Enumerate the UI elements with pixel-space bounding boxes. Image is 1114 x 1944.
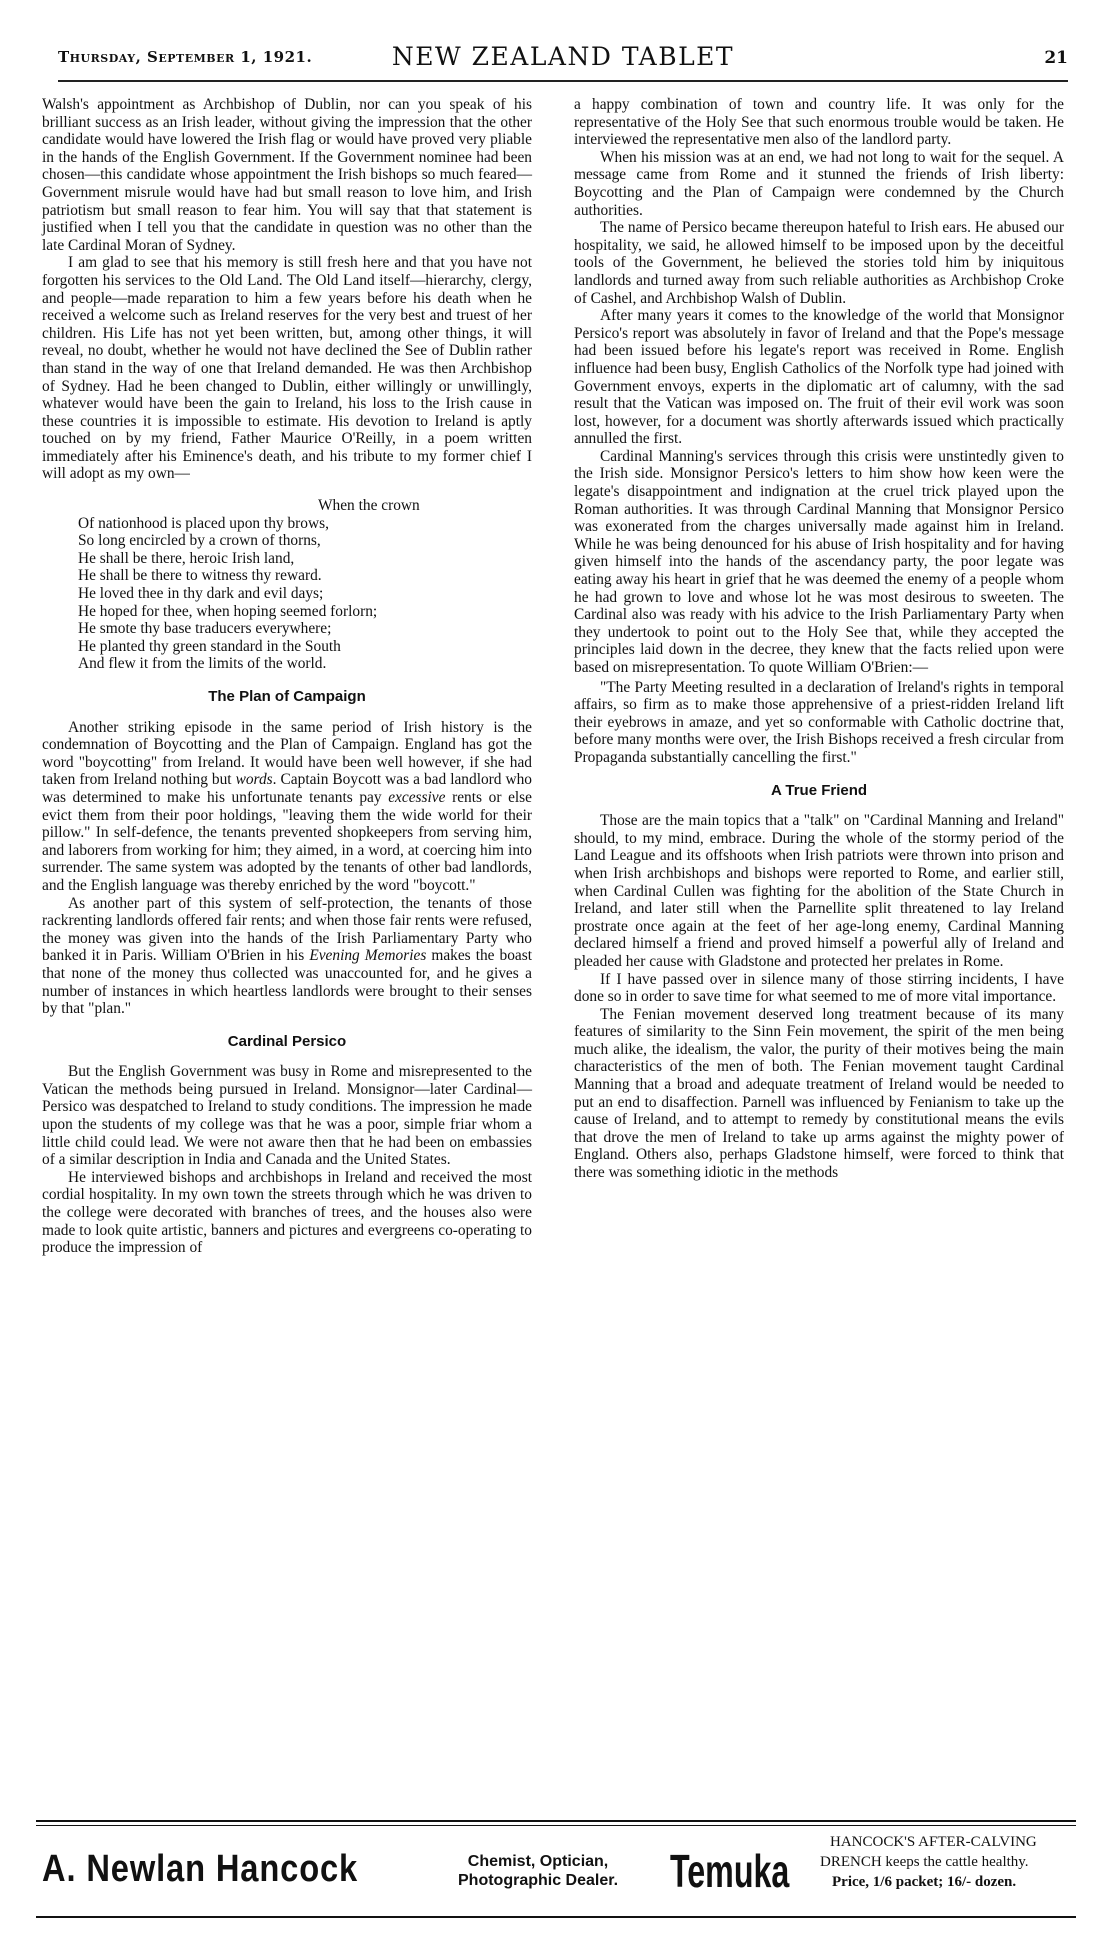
- poem-line: He planted thy green standard in the South: [78, 637, 341, 655]
- paragraph: But the English Government was busy in Rome and misrepresented to the Vatican the methods being pursued in Ireland. Monsignor—later Cardinal—Persico was despatched to Ireland to study conditions. The impression he made upon the students of my college was that he was a poor, simple friar whom a little child could lead. We were not aware then that he had been on embassies of a similar description in India and Canada and the United States.: [42, 1063, 532, 1169]
- poem-line: He shall be there to witness thy reward.: [78, 567, 322, 585]
- paragraph: Those are the main topics that a "talk" on "Cardinal Manning and Ireland" should, to my mind, embrace. During the whole of the stormy period of the Land League and its offshoots when Irish patriots were thrown into prison and when Irish archbishops and bishops were reported to Rome, and earlier still, when Cardinal Cullen was fighting for the abolition of the State Church in Ireland, and later still when the Parnellite split threatened to lay Ireland prostrate once again at the feet of her age-long enemy, Cardinal Manning declared himself a friend and proved himself a powerful ally of Ireland and pleaded her cause with Gladstone and protected her prelates in Rome.: [574, 812, 1064, 970]
- poem-line: And flew it from the limits of the world.: [78, 655, 327, 673]
- header-rule: [58, 80, 1068, 82]
- section-heading: Cardinal Persico: [227, 1032, 347, 1050]
- poem-line: So long encircled by a crown of thorns,: [78, 532, 321, 550]
- page-header: [58, 30, 1068, 82]
- paragraph: a happy combination of town and country life. It was only for the representative of the Holy See that such enormous trouble would be taken. He interviewed the representative men also of the landlord party.: [574, 96, 1064, 149]
- text-run: As another part of this system of self-protection, the tenants of those rackrenting landlords offered fair rents; and when those fair rents were refused, the money was given into the hands of the Irish Parliamentary Party who banked it in Paris. William O'Brien in his: [42, 894, 532, 965]
- paragraph: He interviewed bishops and archbishops in Ireland and received the most cordial hospitality. In my own town the streets through which he was driven to the college were decorated with branches of trees, and the houses also were made to look quite artistic, banners and pictures and evergreens co-operating to produce the impression of: [42, 1168, 532, 1257]
- drench-notice: [820, 1832, 1037, 1892]
- ad-rule: [36, 1916, 1076, 1918]
- paragraph: If I have passed over in silence many of those stirring incidents, I have done so in order to save time for what seemed to me of more vital importance.: [574, 970, 1064, 1006]
- masthead-title: NEW ZEALAND TABLET: [391, 42, 735, 71]
- paragraph: After many years it comes to the knowledge of the world that Monsignor Persico's report was absolutely in favor of Ireland and that the Pope's message had been issued before his legate's report was received in Rome. English influence had been busy, English Catholics of the Norfolk type had joined with Government envoys, experts in the diplomatic art of calumny, with the sad result that the Vatican was imposed on. The fruit of their evil work was soon lost, however, for a document was shortly afterwards issued which practically annulled the first.: [574, 307, 1064, 448]
- advertiser-town: Temuka: [670, 1845, 790, 1897]
- poem-line: He smote thy base traducers everywhere;: [78, 620, 332, 638]
- drench-line: HANCOCK'S AFTER-CALVING: [830, 1834, 1037, 1850]
- paragraph: [42, 719, 532, 895]
- paragraph: [42, 895, 532, 1018]
- page-number: 21: [1044, 48, 1068, 68]
- section-heading: A True Friend: [770, 781, 868, 799]
- text-run: . Captain Boycott was a bad landlord who was determined to make his unfortunate tenants pay: [42, 771, 532, 806]
- poem-line: He loved thee in thy dark and evil days;: [78, 585, 324, 603]
- paragraph: I am glad to see that his memory is still fresh here and that you have not forgotten his services to the Old Land. The Old Land itself—hierarchy, clergy, and people—made reparation to him a few years before his death when he received a welcome such as Ireland reserves for the very best and truest of her children. His Life has not yet been written, but, among other things, it will reveal, no doubt, whether he would not have declined the See of Dublin rather than stand in the way of one that Ireland demanded. He was then Archbishop of Sydney. Had he been changed to Dublin, either willingly or unwillingly, whatever would have been the gain to Ireland, his loss to the Irish cause in these countries it is impossible to estimate. His devotion to Ireland is aptly touched on by my friend, Father Maurice O'Reilly, in a poem written immediately after his Eminence's death, and his tribute to my former chief I will adopt as my own—: [42, 254, 532, 483]
- left-column: [42, 96, 532, 1257]
- right-column: [574, 96, 1064, 1182]
- issue-date: Thursday, September 1, 1921.: [58, 48, 313, 66]
- section-heading: The Plan of Campaign: [208, 688, 366, 705]
- profession-line: Chemist, Optician,: [467, 1853, 609, 1870]
- text-run: rents or else evict them from their poor holdings, "leaving them the wide world for their pillow." In self-defence, the tenants prevented shopkeepers from serving him, and laborers from working for him; they aimed, in a word, at coercing him into surrender. The same system was adopted by the tenants of other bad landlords, and the English language was thereby enriched by the word "boycott.": [42, 788, 532, 894]
- poem-line: When the crown: [318, 497, 420, 515]
- poem: [78, 497, 532, 673]
- paragraph: When his mission was at an end, we had not long to wait for the sequel. A message came from Rome and it stunned the friends of Irish liberty: Boycotting and the Plan of Campaign were condemned by the Church authorities.: [574, 148, 1064, 219]
- paragraph: Walsh's appointment as Archbishop of Dublin, nor can you speak of his brilliant success as an Irish leader, without giving the impression that the other candidate would have lowered the Irish flag or would have proved very pliable in the hands of the English Government. If the Government nominee had been chosen—this candidate whose appointment the Irish bishops so much feared—Government misrule would have had but small reason to love him, and Irish patriotism but small reason to fear him. You will say that that statement is justified when I tell you that the candidate in question was no other than the late Cardinal Moran of Sydney.: [42, 96, 532, 254]
- poem-line: He shall be there, heroic Irish land,: [78, 549, 295, 567]
- poem-line: Of nationhood is placed upon thy brows,: [78, 514, 329, 532]
- text-run: makes the boast that none of the money thus collected was unaccounted for, and he gives a number of instances in which heartless landlords were brought to their senses by that "plan.": [42, 947, 532, 1018]
- text-run: Another striking episode in the same period of Irish history is the condemnation of Boycotting and the Plan of Campaign. England has got the word "boycotting" from Ireland. It would have been well however, if she had taken from Ireland nothing but: [42, 718, 532, 789]
- paragraph: The Fenian movement deserved long treatment because of its many features of similarity to the Sinn Fein movement, the spirit of the men being much alike, the idealism, the valor, the purity of their motives being the main characteristics of the men of both. The Fenian movement taught Cardinal Manning that a broad and adequate treatment of Ireland would be needed to put an end to disaffection. Parnell was influenced by Fenianism to take up the cause of Ireland, and to attempt to remedy by constitutional means the evils that drove the men of Ireland to take up arms against the mighty power of England. Others also, perhaps Gladstone himself, were forced to think that there was something idiotic in the methods: [574, 1005, 1064, 1182]
- poem-line: He hoped for thee, when hoping seemed forlorn;: [78, 602, 378, 620]
- profession-line: Photographic Dealer.: [458, 1872, 619, 1889]
- emphasis: words: [235, 771, 273, 789]
- advertiser-name: A. Newlan Hancock: [42, 1848, 359, 1890]
- drench-line: DRENCH keeps the cattle healthy.: [820, 1854, 1029, 1870]
- advertisement: [36, 1820, 1076, 1920]
- emphasis: Evening Memories: [309, 947, 427, 965]
- paragraph: Cardinal Manning's services through this crisis were unstintedly given to the Irish side. Monsignor Persico's letters to him show how keen were the legate's disappointment and indignation at the cruel trick played upon the Roman authorities. It was through Cardinal Manning that Monsignor Persico was exonerated from the charges universally made against him in Ireland. While he was being denounced for his abuse of Irish hospitality and for having given himself into the hands of the ascendancy party, the poor legate was eating away his heart in grief that he was deemed the enemy of a people whom he had grown to love and whose lot he was most desirous to sweeten. The Cardinal also was ready with his advice to the Irish Parliamentary Party when they undertook to point out to the Holy See that, while they accepted the principles laid down in the decree, they knew that the facts relied upon were based on misrepresentation. To quote William O'Brien:—: [574, 447, 1064, 676]
- drench-line: Price, 1/6 packet; 16/- dozen.: [832, 1874, 1017, 1890]
- paragraph: The name of Persico became thereupon hateful to Irish ears. He abused our hospitality, we said, he allowed himself to be imposed upon by the deceitful tools of the Government, he believed the stories told him by iniquitous landlords and turned away from such reliable authorities as Archbishop Croke of Cashel, and Archbishop Walsh of Dublin.: [574, 219, 1064, 307]
- ad-rule: [36, 1825, 1076, 1826]
- advertiser-profession: [458, 1852, 618, 1890]
- emphasis: excessive: [388, 788, 446, 806]
- quotation: "The Party Meeting resulted in a declaration of Ireland's rights in temporal affairs, so firm as to make those apprehensive of a priest-ridden Ireland lift their eyebrows in amaze, and yet so conformable with Catholic doctrine that, before many months were over, the Irish Bishops received a fresh circular from Propaganda substantially cancelling the first.": [574, 678, 1064, 766]
- ad-rule: [36, 1820, 1076, 1822]
